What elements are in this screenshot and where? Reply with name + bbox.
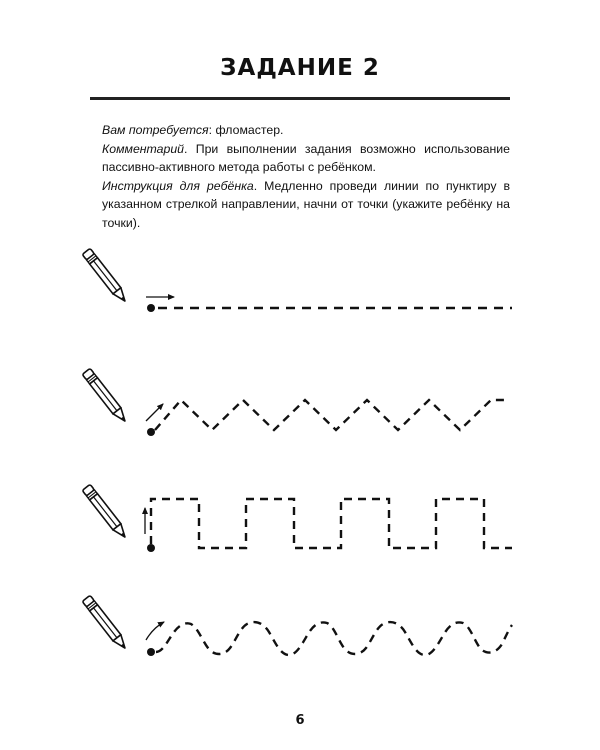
pencil-icon — [82, 248, 129, 304]
dashed-tracing-path — [155, 400, 504, 430]
start-dot — [147, 544, 155, 552]
child-instruction-label: Инструкция для ребёнка — [102, 178, 254, 193]
exercise-square-wave-line — [82, 484, 512, 552]
exercise-wavy-line — [82, 595, 512, 656]
pencil-icon — [82, 368, 129, 424]
exercise-straight-line — [82, 248, 512, 312]
exercise-zigzag-line — [82, 368, 504, 436]
materials-label: Вам потребуется — [102, 123, 209, 137]
pencil-icon — [82, 484, 129, 540]
page-title: ЗАДАНИЕ 2 — [220, 55, 380, 81]
start-dot — [147, 428, 155, 436]
materials-value: : фломастер. — [208, 123, 284, 137]
direction-arrow-up-right — [146, 622, 164, 640]
dashed-tracing-path — [156, 622, 512, 655]
page-number: 6 — [295, 713, 305, 728]
start-dot — [147, 304, 155, 312]
comment-label: Комментарий — [102, 141, 185, 156]
start-dot — [147, 648, 155, 656]
direction-arrow-up-right — [146, 404, 163, 421]
comment-text: . При выполнении задания возможно использование пассивно-активного метода работы с ребёнком. — [102, 141, 510, 175]
child-instruction-text: . Медленно проведи линии по пунктиру в указанном стрелкой направлении, начни от точки (укажите ребёнку на точки). — [102, 178, 511, 230]
dashed-tracing-path — [151, 499, 512, 548]
pencil-icon — [82, 595, 129, 651]
